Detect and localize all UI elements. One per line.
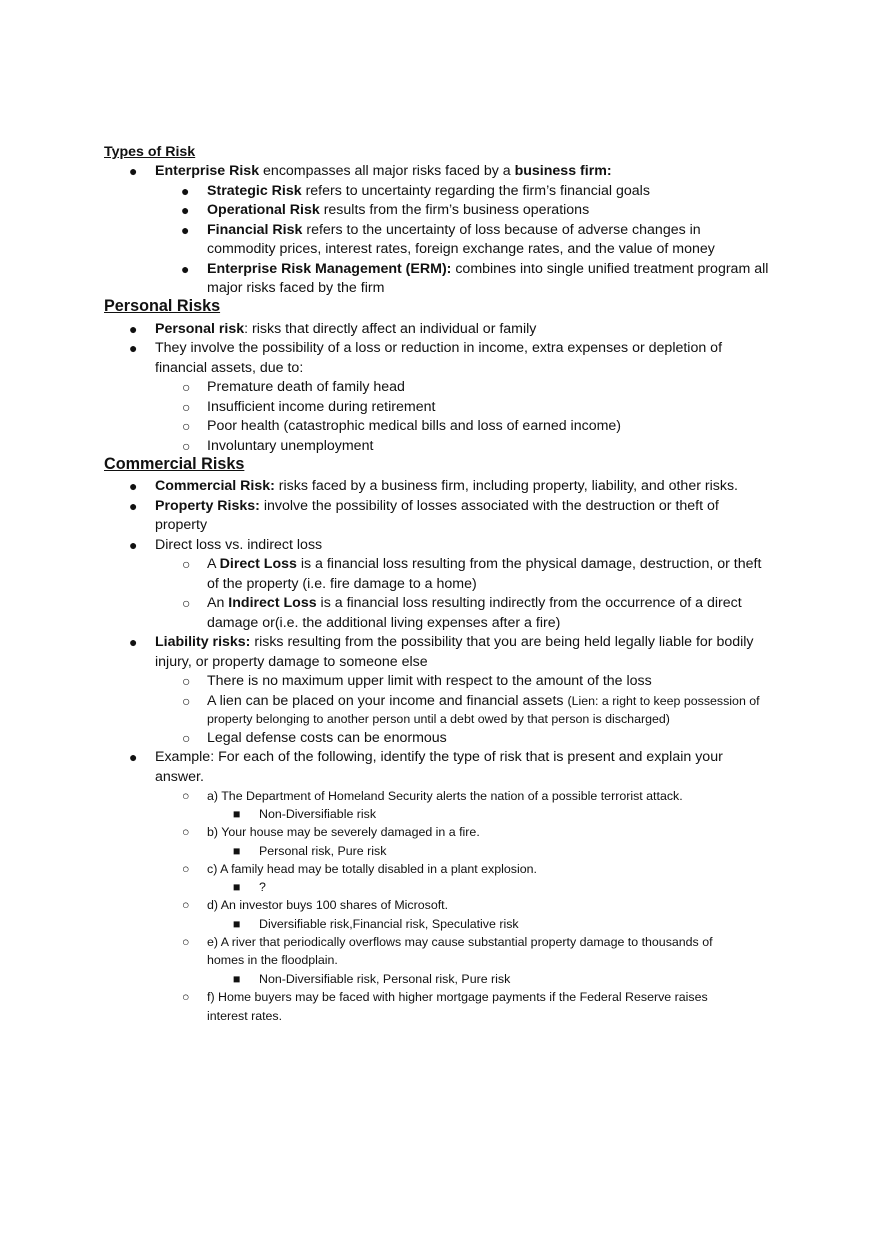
example-question: a) The Department of Homeland Security alerts the nation of a possible terrorist attack. bbox=[207, 789, 683, 803]
example-answer: Diversifiable risk,Financial risk, Speculative risk bbox=[259, 917, 519, 931]
example-question: f) Home buyers may be faced with higher mortgage payments if the Federal Reserve raises bbox=[207, 990, 708, 1004]
direct-loss-continuation: of the property (i.e. fire damage to a home) bbox=[207, 576, 477, 592]
bullet-disc-icon: ● bbox=[129, 478, 138, 494]
bullet-circle-icon: ○ bbox=[182, 789, 190, 803]
bullet-disc-icon: ● bbox=[129, 537, 138, 553]
bullet-disc-icon: ● bbox=[129, 634, 138, 650]
liability-risks-item: Liability risks: risks resulting from the possibility that you are being held legally liable for bodily bbox=[155, 634, 754, 650]
erm-item: Enterprise Risk Management (ERM): combines into single unified treatment program all bbox=[207, 261, 769, 277]
property-risks-item: Property Risks: involve the possibility of losses associated with the destruction or theft of bbox=[155, 498, 719, 514]
bullet-circle-icon: ○ bbox=[182, 595, 191, 611]
bullet-square-icon: ■ bbox=[233, 844, 241, 858]
example-question: d) An investor buys 100 shares of Microsoft. bbox=[207, 898, 449, 912]
bullet-disc-icon: ● bbox=[181, 261, 190, 277]
example-question: b) Your house may be severely damaged in a fire. bbox=[207, 825, 480, 839]
bullet-disc-icon: ● bbox=[181, 183, 190, 199]
example-intro: Example: For each of the following, identify the type of risk that is present and explain your bbox=[155, 749, 723, 765]
personal-sub-item: Involuntary unemployment bbox=[207, 438, 374, 454]
bullet-square-icon: ■ bbox=[233, 807, 241, 821]
enterprise-risk-item: Enterprise Risk encompasses all major risks faced by a business firm: bbox=[155, 163, 612, 179]
bullet-disc-icon: ● bbox=[129, 163, 138, 179]
personal-involve-continuation: financial assets, due to: bbox=[155, 360, 304, 376]
example-question: e) A river that periodically overflows may cause substantial property damage to thousands of bbox=[207, 935, 713, 949]
lien-continuation: property belonging to another person until a debt owed by that person is discharged) bbox=[207, 712, 670, 726]
personal-sub-item: Poor health (catastrophic medical bills and loss of earned income) bbox=[207, 418, 622, 434]
bullet-disc-icon: ● bbox=[129, 340, 138, 356]
bullet-circle-icon: ○ bbox=[182, 556, 191, 572]
personal-risk-item: Personal risk: risks that directly affect an individual or family bbox=[155, 321, 537, 337]
example-question: c) A family head may be totally disabled in a plant explosion. bbox=[207, 862, 537, 876]
bullet-circle-icon: ○ bbox=[182, 730, 191, 746]
heading-types-of-risk: Types of Risk bbox=[104, 144, 196, 160]
direct-vs-indirect-item: Direct loss vs. indirect loss bbox=[155, 537, 323, 553]
commercial-risk-item: Commercial Risk: risks faced by a business firm, including property, liability, and other risks. bbox=[155, 478, 738, 494]
bullet-disc-icon: ● bbox=[129, 498, 138, 514]
bullet-circle-icon: ○ bbox=[182, 399, 191, 415]
lien-item: A lien can be placed on your income and financial assets (Lien: a right to keep possession of bbox=[207, 693, 760, 709]
bullet-circle-icon: ○ bbox=[182, 935, 190, 949]
operational-risk-item: Operational Risk results from the firm’s business operations bbox=[207, 202, 590, 218]
personal-involve-item: They involve the possibility of a loss or reduction in income, extra expenses or depletion of bbox=[155, 340, 723, 356]
example-answer: Non-Diversifiable risk bbox=[259, 807, 377, 821]
example-answer: Non-Diversifiable risk, Personal risk, Pure risk bbox=[259, 972, 511, 986]
bullet-disc-icon: ● bbox=[129, 321, 138, 337]
bullet-disc-icon: ● bbox=[181, 202, 190, 218]
personal-sub-item: Insufficient income during retirement bbox=[207, 399, 436, 415]
example-question-continuation: homes in the floodplain. bbox=[207, 953, 338, 967]
strategic-risk-item: Strategic Risk refers to uncertainty regarding the firm’s financial goals bbox=[207, 183, 650, 199]
bullet-circle-icon: ○ bbox=[182, 693, 191, 709]
example-intro-continuation: answer. bbox=[155, 769, 204, 785]
bullet-circle-icon: ○ bbox=[182, 862, 190, 876]
bullet-circle-icon: ○ bbox=[182, 418, 191, 434]
bullet-circle-icon: ○ bbox=[182, 438, 191, 454]
example-question-continuation: interest rates. bbox=[207, 1009, 283, 1023]
bullet-square-icon: ■ bbox=[233, 880, 241, 894]
example-answer: ? bbox=[259, 880, 266, 894]
bullet-circle-icon: ○ bbox=[182, 673, 191, 689]
liability-sub-item: There is no maximum upper limit with respect to the amount of the loss bbox=[207, 673, 652, 689]
bullet-disc-icon: ● bbox=[181, 222, 190, 238]
liability-risks-continuation: injury, or property damage to someone else bbox=[155, 654, 428, 670]
heading-personal-risks: Personal Risks bbox=[104, 297, 221, 315]
personal-sub-item: Premature death of family head bbox=[207, 379, 405, 395]
bullet-circle-icon: ○ bbox=[182, 990, 190, 1004]
bullet-circle-icon: ○ bbox=[182, 379, 191, 395]
erm-continuation: major risks faced by the firm bbox=[207, 280, 385, 296]
indirect-loss-continuation: damage or(i.e. the additional living expenses after a fire) bbox=[207, 615, 561, 631]
bullet-circle-icon: ○ bbox=[182, 898, 190, 912]
indirect-loss-item: An Indirect Loss is a financial loss resulting indirectly from the occurrence of a direct bbox=[207, 595, 742, 611]
direct-loss-item: A Direct Loss is a financial loss resulting from the physical damage, destruction, or theft bbox=[207, 556, 762, 572]
bullet-square-icon: ■ bbox=[233, 917, 241, 931]
bullet-square-icon: ■ bbox=[233, 972, 241, 986]
bullet-circle-icon: ○ bbox=[182, 825, 190, 839]
financial-risk-item: Financial Risk refers to the uncertainty of loss because of adverse changes in bbox=[207, 222, 701, 238]
bullet-disc-icon: ● bbox=[129, 749, 138, 765]
example-answer: Personal risk, Pure risk bbox=[259, 844, 387, 858]
property-risks-continuation: property bbox=[155, 517, 208, 533]
heading-commercial-risks: Commercial Risks bbox=[104, 455, 245, 473]
financial-risk-continuation: commodity prices, interest rates, foreign exchange rates, and the value of money bbox=[207, 241, 715, 257]
liability-sub-item: Legal defense costs can be enormous bbox=[207, 730, 447, 746]
